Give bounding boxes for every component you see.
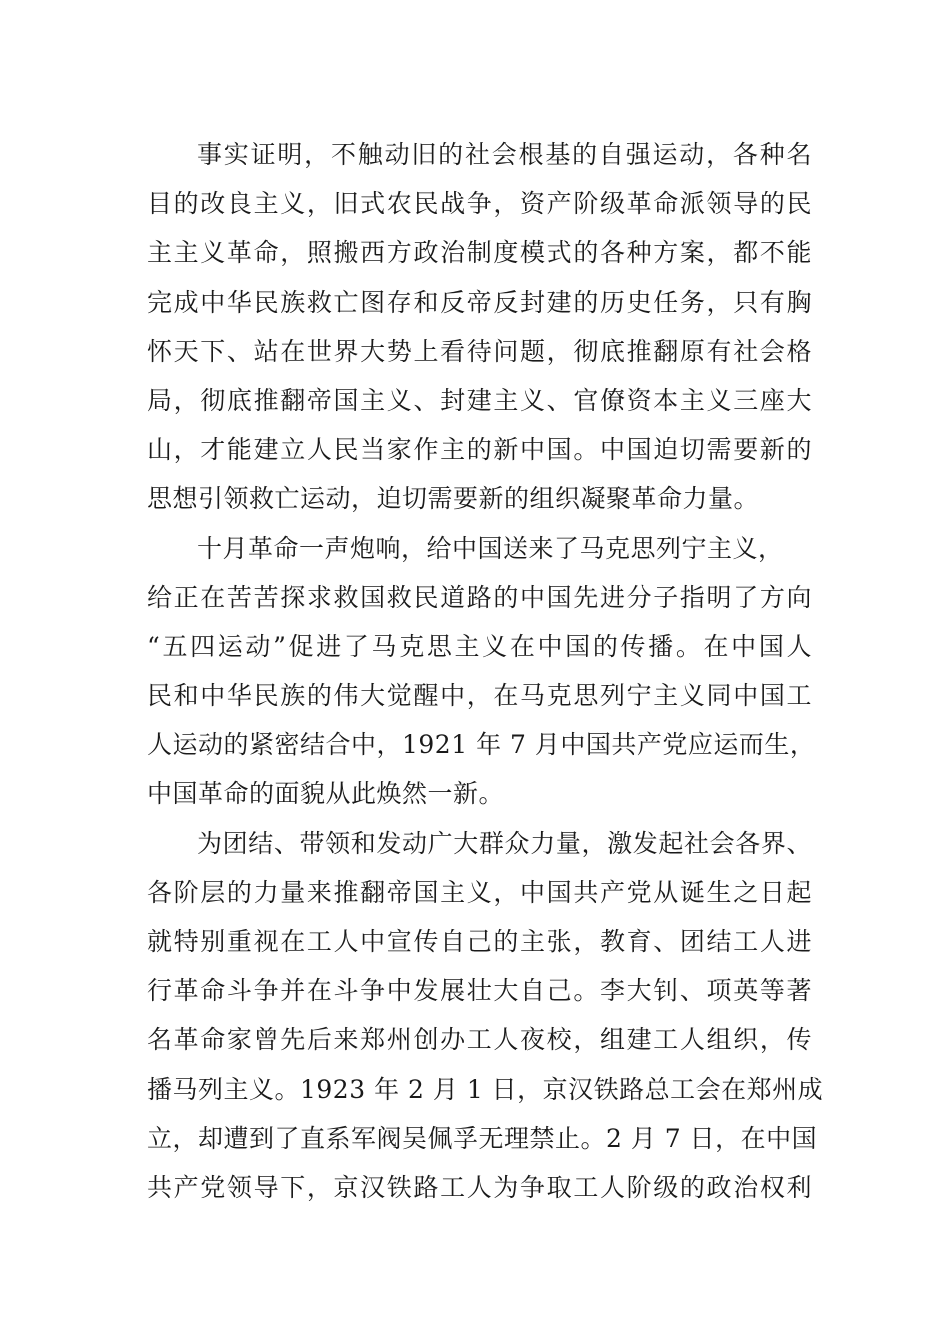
paragraph-3-line-4: 行革命斗争并在斗争中发展壮大自己。李大钊、项英等著 (147, 976, 812, 1006)
paragraph-2-line-4: 民和中华民族的伟大觉醒中，在马克思列宁主义同中国工 (147, 681, 812, 711)
paragraph-3-line-5: 名革命家曾先后来郑州创办工人夜校，组建工人组织，传 (147, 1025, 812, 1055)
paragraph-2-line-2: 给正在苦苦探求救国救民道路的中国先进分子指明了方向 (147, 582, 812, 612)
paragraph-3-line-3: 就特别重视在工人中宣传自己的主张，教育、团结工人进 (147, 927, 812, 956)
paragraph-1-line-7: 山，才能建立人民当家作主的新中国。中国迫切需要新的 (147, 435, 812, 465)
paragraph-1-line-4: 完成中华民族救亡图存和反帝反封建的历史任务，只有胸 (147, 287, 812, 317)
paragraph-1-line-8: 思想引领救亡运动，迫切需要新的组织凝聚革命力量。 (147, 484, 760, 514)
paragraph-2-line-6: 中国革命的面貌从此焕然一新。 (147, 779, 505, 809)
paragraph-1-line-1: 事实证明，不触动旧的社会根基的自强运动，各种名 (197, 140, 812, 169)
paragraph-2-line-3: “五四运动”促进了马克思主义在中国的传播。在中国人 (147, 631, 812, 661)
paragraph-3-line-1: 为团结、带领和发动广大群众力量，激发起社会各界、 (197, 828, 812, 858)
paragraph-1-line-6: 局，彻底推翻帝国主义、封建主义、官僚资本主义三座大 (147, 385, 812, 415)
paragraph-3-line-6: 播马列主义。1923 年 2 月 1 日，京汉铁路总工会在郑州成 (147, 1074, 824, 1104)
paragraph-2-line-1: 十月革命一声炮响，给中国送来了马克思列宁主义， (197, 533, 784, 563)
paragraph-1-line-5: 怀天下、站在世界大势上看待问题，彻底推翻原有社会格 (147, 336, 812, 366)
body-text (147, 130, 824, 1212)
paragraph-3-line-7: 立，却遭到了直系军阀吴佩孚无理禁止。2 月 7 日，在中国 (147, 1123, 818, 1153)
paragraph-3-line-2: 各阶层的力量来推翻帝国主义，中国共产党从诞生之日起 (147, 877, 812, 907)
paragraph-3-line-8: 共产党领导下，京汉铁路工人为争取工人阶级的政治权利 (147, 1172, 812, 1202)
paragraph-2-line-5: 人运动的紧密结合中，1921 年 7 月中国共产党应运而生， (147, 730, 816, 760)
paragraph-1-line-3: 主主义革命，照搬西方政治制度模式的各种方案，都不能 (147, 238, 812, 268)
paragraph-1-line-2: 目的改良主义，旧式农民战争，资产阶级革命派领导的民 (147, 189, 812, 219)
